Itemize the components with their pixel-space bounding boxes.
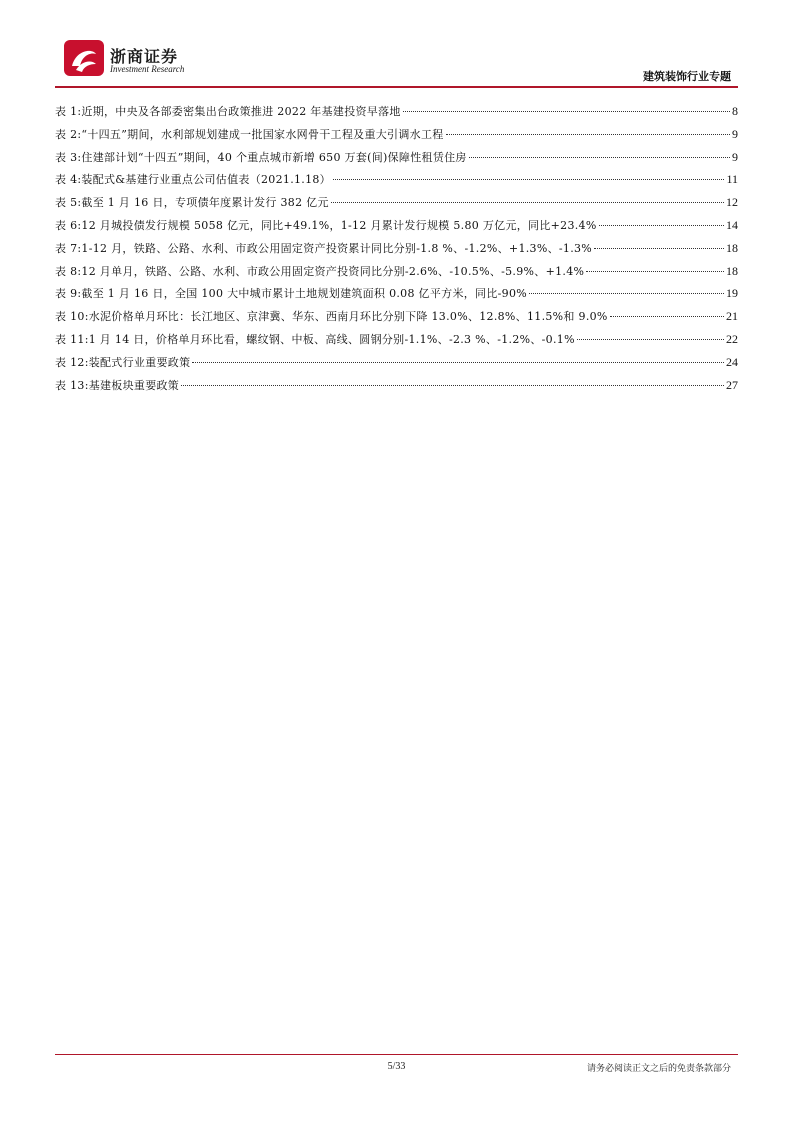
dot-leader	[469, 157, 730, 158]
toc-entry[interactable]	[55, 305, 738, 328]
toc-entry-caption: 12 月城投债发行规模 5058 亿元，同比+49.1%，1-12 月累计发行规模 5.80 万亿元，同比+23.4%	[81, 218, 597, 232]
toc-entry-caption: 住建部计划“十四五”期间，40 个重点城市新增 650 万套(间)保障性租赁住房	[81, 150, 467, 164]
dot-leader	[599, 225, 724, 226]
dot-leader	[586, 271, 724, 272]
toc-entry-label: 表 5:	[55, 196, 82, 210]
toc-entry[interactable]	[55, 168, 738, 191]
toc-entry-caption: 基建板块重要政策	[88, 378, 180, 392]
dot-leader	[529, 293, 724, 294]
toc-entry-page: 22	[726, 331, 738, 346]
header-divider	[55, 86, 738, 88]
toc-entry-page: 24	[726, 354, 738, 369]
toc-entry-page: 27	[726, 377, 738, 392]
toc-entry[interactable]	[55, 351, 738, 374]
toc-entry-caption: 装配式&基建行业重点公司估值表（2021.1.18）	[81, 173, 331, 187]
dot-leader	[331, 202, 724, 203]
toc-entry-page: 14	[726, 217, 738, 232]
dot-leader	[181, 385, 724, 386]
toc-entry-page: 19	[726, 286, 738, 301]
zheshang-securities-logo-icon	[62, 38, 106, 78]
brand-english-name: Investment Research	[110, 64, 185, 74]
toc-entry-caption: “十四五”期间，水利部规划建成一批国家水网骨干工程及重大引调水工程	[81, 127, 444, 141]
toc-entry[interactable]	[55, 123, 738, 146]
toc-entry-caption: 近期，中央及各部委密集出台政策推进 2022 年基建投资早落地	[81, 105, 401, 118]
toc-entry[interactable]	[55, 100, 738, 123]
toc-entry-page: 11	[726, 172, 738, 187]
toc-entry[interactable]	[55, 191, 738, 214]
toc-entry-caption: 1 月 14 日，价格单月环比看，螺纹钢、中板、高线、圆钢分别-1.1%、-2.3 %、-1.2%、-0.1%	[88, 332, 575, 346]
toc-entry-page: 18	[726, 263, 738, 278]
page-header	[0, 0, 793, 90]
dot-leader	[333, 179, 724, 180]
toc-entry-caption: 截至 1 月 16 日，全国 100 大中城市累计土地规划建筑面积 0.08 亿平方米，同比-90%	[81, 287, 528, 301]
toc-entry[interactable]	[55, 146, 738, 169]
dot-leader	[610, 316, 724, 317]
toc-entry-page: 21	[726, 309, 738, 324]
report-type-title: 建筑装饰行业专题	[643, 70, 731, 83]
toc-entry-label: 表 9:	[55, 287, 82, 301]
toc-entry[interactable]	[55, 214, 738, 237]
dot-leader	[577, 339, 724, 340]
toc-entry[interactable]	[55, 328, 738, 351]
toc-entry-caption: 装配式行业重要政策	[88, 355, 191, 369]
toc-entry-caption: 水泥价格单月环比：长江地区、京津冀、华东、西南月环比分别下降 13.0%、12.8%、11.5%和 9.0%	[88, 310, 608, 324]
table-list-of-contents	[55, 100, 738, 396]
toc-entry-page: 12	[726, 195, 738, 210]
dot-leader	[446, 134, 730, 135]
toc-entry-label: 表 12:	[55, 355, 89, 369]
toc-entry[interactable]	[55, 260, 738, 283]
toc-entry-page: 9	[732, 149, 738, 164]
dot-leader	[594, 248, 724, 249]
toc-entry-label: 表 4:	[55, 173, 82, 187]
toc-entry-page: 18	[726, 240, 738, 255]
page-number: 5/33	[387, 1061, 406, 1072]
footer-divider	[55, 1054, 738, 1055]
brand-name: 浙商证券	[110, 47, 179, 66]
toc-entry[interactable]	[55, 282, 738, 305]
toc-entry-page: 9	[732, 126, 738, 141]
toc-entry-label: 表 6:	[55, 218, 82, 232]
toc-entry-label: 表 2:	[55, 127, 82, 141]
dot-leader	[192, 362, 724, 363]
toc-entry-label: 表 7:	[55, 241, 82, 255]
toc-entry[interactable]	[55, 374, 738, 397]
toc-entry[interactable]	[55, 237, 738, 260]
toc-entry-label: 表 11:	[55, 332, 89, 346]
toc-entry-caption: 12 月单月，铁路、公路、水利、市政公用固定资产投资同比分别-2.6%、-10.5%、-5.9%、+1.4%	[81, 264, 585, 278]
toc-entry-label: 表 3:	[55, 150, 82, 164]
toc-entry-label: 表 13:	[55, 378, 89, 392]
toc-entry-label: 表 10:	[55, 310, 89, 324]
toc-entry-caption: 1-12 月，铁路、公路、水利、市政公用固定资产投资累计同比分别-1.8 %、-1.2%、+1.3%、-1.3%	[81, 241, 593, 255]
toc-entry-label: 表 8:	[55, 264, 82, 278]
dot-leader	[403, 111, 730, 112]
toc-entry-label: 表 1:	[55, 105, 82, 118]
disclaimer-note: 请务必阅读正文之后的免责条款部分	[586, 1064, 731, 1074]
toc-entry-page: 8	[732, 104, 738, 118]
toc-entry-caption: 截至 1 月 16 日，专项债年度累计发行 382 亿元	[81, 196, 329, 210]
